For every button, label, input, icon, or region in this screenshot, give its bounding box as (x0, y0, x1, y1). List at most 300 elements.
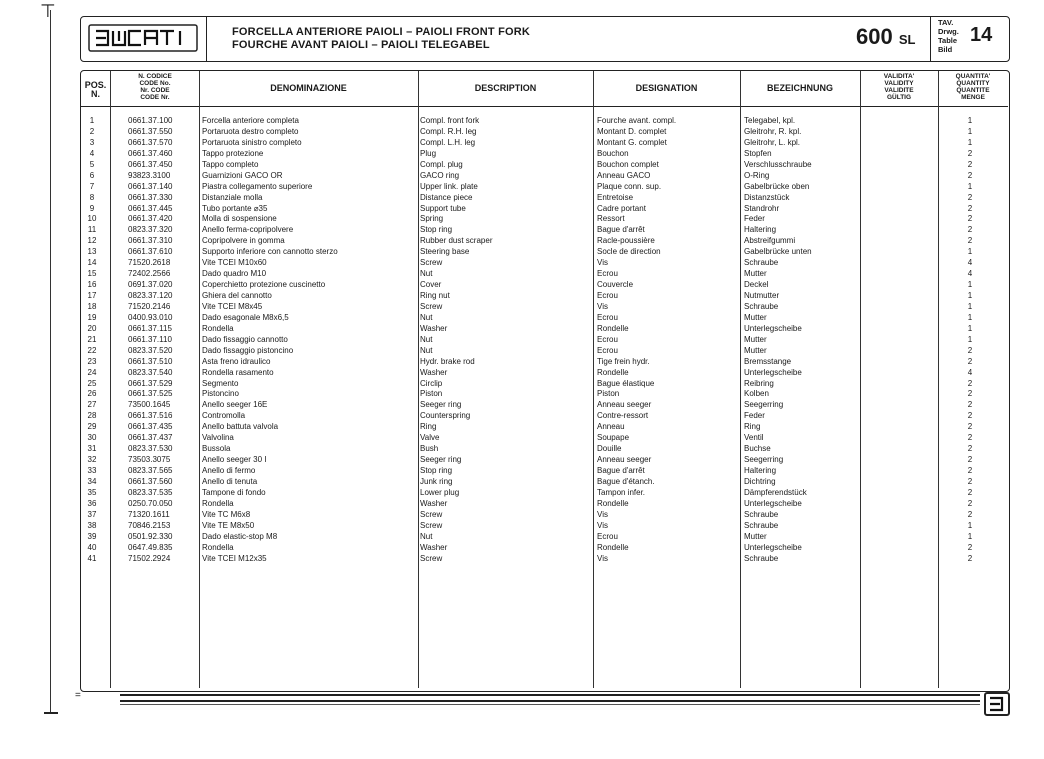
cell-code: 0250.70.050 (128, 498, 173, 508)
cell-pos: 16 (87, 280, 97, 290)
cell-qty: 2 (967, 389, 973, 399)
cell-fr: Couvercle (597, 280, 634, 290)
table-row (81, 543, 1007, 554)
cell-it: Piastra collegamento superiore (202, 181, 313, 191)
table-row (81, 324, 1007, 335)
table-row (81, 204, 1007, 215)
cell-it: Portaruota sinistro completo (202, 137, 302, 147)
cell-it: Tappo completo (202, 159, 259, 169)
col-header-quantity: QUANTITA' QUANTITY QUANTITE MENGE (955, 73, 991, 101)
cell-pos: 7 (89, 181, 95, 191)
cell-code: 0823.37.120 (128, 291, 173, 300)
table-row (81, 302, 1007, 313)
cell-de: Unterlegscheibe (744, 367, 802, 377)
cell-code: 73503.3075 (128, 455, 171, 465)
cell-it: Supporto inferiore con cannotto sterzo (202, 247, 338, 257)
cell-code: 71502.2924 (128, 553, 171, 563)
cell-it: Vite TCEI M8x45 (202, 301, 263, 311)
cell-code: 0661.37.110 (128, 334, 172, 344)
cell-fr: Plaque conn. sup. (597, 181, 662, 191)
cell-de: Deckel (744, 280, 769, 290)
cell-code: 71520.2146 (128, 301, 171, 311)
cell-code: 0823.37.565 (128, 466, 173, 475)
footer-rule (120, 700, 980, 702)
cell-pos: 28 (87, 411, 97, 421)
header-divider (206, 16, 207, 62)
cell-qty: 1 (967, 520, 973, 530)
model-label (856, 24, 915, 50)
cell-de: Gleitrohr, L. kpl. (744, 137, 801, 147)
cell-it: Dado quadro M10 (202, 269, 267, 279)
table-row (81, 171, 1007, 182)
cell-pos: 10 (87, 214, 97, 224)
cell-it: Segmento (202, 378, 239, 388)
cell-it: Rondella (202, 542, 234, 552)
cell-fr: Vis (597, 509, 608, 519)
cell-it: Anello seeger 30 I (202, 455, 267, 465)
cell-fr: Ecrou (597, 334, 618, 344)
cell-pos: 25 (87, 378, 97, 388)
cell-code: 0661.37.140 (128, 181, 173, 191)
cell-de: Schraube (744, 520, 779, 530)
margin-mark: = (75, 690, 81, 701)
cell-en: Hydr. brake rod (420, 356, 475, 366)
cell-fr: Vis (597, 520, 608, 530)
cell-de: Standrohr (744, 203, 780, 213)
table-row (81, 521, 1007, 532)
cell-qty: 2 (967, 509, 973, 519)
cell-de: Verschlusschraube (744, 159, 812, 169)
cell-en: Nut (420, 334, 433, 344)
cell-pos: 6 (89, 170, 95, 180)
cell-pos: 30 (87, 433, 97, 443)
cell-fr: Vis (597, 553, 608, 563)
cell-pos: 24 (87, 367, 97, 377)
cell-pos: 1 (89, 116, 95, 125)
cell-pos: 27 (87, 400, 97, 410)
table-row (81, 193, 1007, 204)
cell-qty: 1 (967, 312, 973, 322)
col-header-description: DESCRIPTION (474, 83, 537, 93)
title-line-2: FOURCHE AVANT PAIOLI – PAIOLI TELEGABEL (232, 39, 490, 51)
cell-fr: Fourche avant. compl. (597, 116, 677, 125)
cell-it: Vite TC M6x8 (202, 509, 251, 519)
table-row (81, 335, 1007, 346)
cell-it: Vite TCEI M12x35 (202, 553, 267, 563)
table-row (81, 466, 1007, 477)
col-header-bezeichnung: BEZEICHNUNG (766, 83, 833, 93)
cell-de: Nutmutter (744, 291, 780, 300)
table-row (81, 160, 1007, 171)
binder-foot (44, 712, 58, 714)
cell-qty: 2 (967, 400, 973, 410)
cell-de: Unterlegscheibe (744, 542, 802, 552)
cell-code: 0661.37.437 (128, 433, 173, 443)
cell-it: Distanziale molla (202, 192, 263, 202)
cell-pos: 8 (89, 192, 95, 202)
binder-marker-icon: ⊤ (40, 1, 56, 21)
cell-code: 0400.93.010 (128, 312, 173, 322)
cell-de: Ventil (744, 433, 764, 443)
cell-fr: Vis (597, 301, 608, 311)
cell-code: 0661.37.450 (128, 159, 173, 169)
cell-pos: 19 (87, 312, 97, 322)
cell-en: Nut (420, 312, 433, 322)
cell-it: Vite TE M8x50 (202, 520, 255, 530)
cell-qty: 2 (967, 498, 973, 508)
header-divider (930, 16, 931, 62)
table-row (81, 433, 1007, 444)
col-header-validity: VALIDITA' VALIDITY VALIDITE GÜLTIG (883, 73, 915, 101)
table-row (81, 499, 1007, 510)
cell-fr: Bouchon complet (597, 159, 659, 169)
parts-table-body (81, 116, 1007, 564)
cell-qty: 2 (967, 356, 973, 366)
table-row (81, 368, 1007, 379)
cell-fr: Soupape (597, 433, 630, 443)
cell-en: Washer (420, 542, 448, 552)
cell-fr: Montant D. complet (597, 126, 667, 136)
cell-code: 0691.37.020 (128, 280, 173, 290)
cell-code: 0661.37.525 (128, 389, 173, 399)
cell-it: Anello di tenuta (202, 476, 258, 486)
cell-fr: Rondelle (597, 367, 629, 377)
cell-pos: 38 (87, 520, 97, 530)
cell-qty: 2 (967, 378, 973, 388)
cell-qty: 2 (967, 236, 973, 246)
cell-de: Seegerring (744, 400, 784, 410)
col-header-pos: POS. N. (84, 80, 107, 99)
cell-qty: 1 (967, 334, 973, 344)
cell-it: Molla di sospensione (202, 214, 277, 224)
table-row (81, 346, 1007, 357)
table-row (81, 214, 1007, 225)
cell-qty: 2 (967, 476, 973, 486)
model-number: 600 (856, 24, 893, 49)
table-row (81, 554, 1007, 565)
cell-fr: Vis (597, 258, 608, 268)
cell-it: Valvolina (202, 433, 234, 443)
cell-it: Tampone di fondo (202, 487, 266, 497)
cell-qty: 2 (967, 192, 973, 202)
cell-de: Seegerring (744, 455, 784, 465)
cell-code: 0661.37.435 (128, 422, 173, 432)
cell-fr: Tampon infer. (597, 487, 646, 497)
cell-qty: 1 (967, 181, 973, 191)
cell-fr: Entretoise (597, 192, 634, 202)
cell-pos: 3 (89, 137, 95, 147)
cell-qty: 2 (967, 433, 973, 443)
cell-en: Washer (420, 498, 448, 508)
cell-pos: 5 (89, 159, 95, 169)
cell-en: Screw (420, 301, 443, 311)
table-row (81, 313, 1007, 324)
cell-qty: 2 (967, 170, 973, 180)
cell-pos: 35 (87, 487, 97, 497)
cell-fr: Contre-ressort (597, 411, 649, 421)
cell-it: Anello seeger 16E (202, 400, 268, 410)
cell-en: Rubber dust scraper (420, 236, 493, 246)
cell-en: Stop ring (420, 225, 453, 235)
cell-de: Ring (744, 422, 761, 432)
table-row (81, 510, 1007, 521)
cell-code: 0661.37.420 (128, 214, 173, 224)
cell-de: Mutter (744, 312, 767, 322)
cell-en: Nut (420, 345, 433, 355)
table-row (81, 236, 1007, 247)
cell-qty: 1 (967, 291, 973, 300)
cell-qty: 2 (967, 203, 973, 213)
cell-pos: 39 (87, 531, 97, 541)
cell-code: 0501.92.330 (128, 531, 173, 541)
table-row (81, 138, 1007, 149)
title-line-1: FORCELLA ANTERIORE PAIOLI – PAIOLI FRONT FORK (232, 26, 531, 38)
cell-en: Compl. plug (420, 159, 463, 169)
cell-en: Circlip (420, 378, 443, 388)
cell-it: Portaruota destro completo (202, 126, 299, 136)
cell-qty: 2 (967, 542, 973, 552)
cell-code: 71520.2618 (128, 258, 171, 268)
ducati-logo-text: DUCATI (143, 50, 147, 51)
cell-de: Gleitrohr, R. kpl. (744, 126, 802, 136)
cell-qty: 1 (967, 301, 973, 311)
table-row (81, 444, 1007, 455)
cell-pos: 17 (87, 291, 97, 300)
cell-qty: 2 (967, 553, 973, 563)
table-row (81, 258, 1007, 269)
cell-qty: 2 (967, 422, 973, 432)
cell-fr: Anneau seeger (597, 455, 652, 465)
cell-fr: Anneau GACO (597, 170, 651, 180)
cell-it: Guarnizioni GACO OR (202, 170, 283, 180)
cell-it: Rondella (202, 498, 234, 508)
table-row (81, 269, 1007, 280)
cell-en: Screw (420, 509, 443, 519)
cell-pos: 33 (87, 466, 97, 475)
table-row (81, 247, 1007, 258)
table-row (81, 127, 1007, 138)
cell-code: 0661.37.550 (128, 126, 173, 136)
cell-fr: Bouchon (597, 148, 629, 158)
cell-en: Nut (420, 269, 433, 279)
table-row (81, 422, 1007, 433)
cell-fr: Ecrou (597, 312, 618, 322)
cell-de: Reibring (744, 378, 774, 388)
cell-pos: 9 (89, 203, 95, 213)
cell-de: Gabelbrücke unten (744, 247, 812, 257)
cell-de: Telegabel, kpl. (744, 116, 796, 125)
cell-fr: Ecrou (597, 531, 618, 541)
cell-de: Haltering (744, 225, 777, 235)
cell-en: Nut (420, 531, 433, 541)
cell-en: Seeger ring (420, 455, 462, 465)
cell-en: Cover (420, 280, 442, 290)
cell-code: 71320.1611 (128, 509, 170, 519)
cell-de: Abstreifgummi (744, 236, 796, 246)
cell-pos: 29 (87, 422, 97, 432)
cell-de: Mutter (744, 334, 767, 344)
cell-fr: Socle de direction (597, 247, 661, 257)
table-row (81, 488, 1007, 499)
cell-de: Haltering (744, 466, 777, 475)
cell-qty: 2 (967, 159, 973, 169)
cell-en: Stop ring (420, 466, 453, 475)
cell-de: Schraube (744, 553, 779, 563)
cell-en: Upper link. plate (420, 181, 478, 191)
cell-pos: 36 (87, 498, 97, 508)
ducati-d-mark-icon (984, 692, 1010, 716)
cell-en: Steering base (420, 247, 470, 257)
cell-pos: 14 (87, 258, 97, 268)
cell-pos: 37 (87, 509, 97, 519)
cell-pos: 23 (87, 356, 97, 366)
table-row (81, 182, 1007, 193)
cell-qty: 1 (967, 116, 973, 125)
cell-qty: 1 (967, 531, 973, 541)
cell-fr: Rondelle (597, 498, 629, 508)
cell-en: Compl. front fork (420, 116, 480, 125)
cell-code: 0661.37.310 (128, 236, 173, 246)
cell-code: 0823.37.520 (128, 345, 173, 355)
cell-de: Bremsstange (744, 356, 792, 366)
cell-it: Anello battuta valvola (202, 422, 279, 432)
cell-de: Feder (744, 214, 765, 224)
cell-qty: 2 (967, 345, 973, 355)
table-row (81, 411, 1007, 422)
cell-code: 0823.37.540 (128, 367, 173, 377)
cell-it: Dado elastic-stop M8 (202, 531, 278, 541)
table-row (81, 149, 1007, 160)
cell-code: 0823.37.530 (128, 444, 173, 454)
cell-en: Screw (420, 520, 443, 530)
cell-de: Schraube (744, 509, 779, 519)
cell-fr: Bague d'arrêt (597, 466, 645, 475)
cell-pos: 31 (87, 444, 97, 454)
cell-it: Anello di fermo (202, 466, 256, 475)
cell-pos: 20 (87, 323, 97, 333)
cell-pos: 11 (87, 225, 97, 235)
cell-fr: Ecrou (597, 291, 618, 300)
cell-qty: 2 (967, 214, 973, 224)
cell-pos: 13 (87, 247, 97, 257)
cell-pos: 40 (87, 542, 97, 552)
cell-it: Pistoncino (202, 389, 239, 399)
cell-code: 0661.37.610 (128, 247, 173, 257)
cell-en: Plug (420, 148, 437, 158)
cell-fr: Tige frein hydr. (597, 356, 650, 366)
model-suffix: SL (898, 32, 916, 47)
cell-de: Stopfen (744, 148, 772, 158)
cell-en: Washer (420, 323, 448, 333)
col-header-code: N. CODICE CODE No. Nr. CODE CODE Nr. (138, 73, 172, 101)
binding-line (50, 10, 51, 712)
cell-pos: 2 (89, 126, 95, 136)
cell-qty: 1 (967, 247, 973, 257)
table-row (81, 477, 1007, 488)
cell-it: Rondella (202, 323, 234, 333)
cell-pos: 12 (87, 236, 97, 246)
cell-fr: Piston (597, 389, 620, 399)
cell-de: Kolben (744, 389, 769, 399)
table-row (81, 379, 1007, 390)
cell-it: Dado esagonale M8x6,5 (202, 312, 289, 322)
table-row (81, 532, 1007, 543)
cell-it: Coperchietto protezione cuscinetto (202, 280, 326, 290)
col-header-denominazione: DENOMINAZIONE (270, 83, 347, 93)
bild-label: Bild (938, 45, 953, 54)
cell-code: 0661.37.460 (128, 148, 173, 158)
cell-qty: 1 (967, 323, 973, 333)
cell-en: Spring (420, 214, 444, 224)
cell-it: Asta freno idraulico (202, 356, 271, 366)
cell-code: 0823.37.320 (128, 225, 173, 235)
cell-en: Support tube (420, 203, 466, 213)
cell-it: Dado fissaggio cannotto (202, 334, 288, 344)
cell-it: Copripolvere in gomma (202, 236, 285, 246)
cell-code: 72402.2566 (128, 269, 171, 279)
table-row (81, 225, 1007, 236)
cell-de: Unterlegscheibe (744, 498, 802, 508)
cell-pos: 18 (87, 301, 97, 311)
cell-pos: 34 (87, 476, 97, 486)
cell-en: Seeger ring (420, 400, 462, 410)
cell-qty: 4 (967, 367, 973, 377)
cell-code: 93823.3100 (128, 170, 171, 180)
cell-it: Tubo portante ⌀35 (202, 203, 268, 213)
cell-fr: Montant G. complet (597, 137, 667, 147)
cell-it: Contromolla (202, 411, 246, 421)
cell-de: Schraube (744, 301, 779, 311)
cell-de: Dämpferendstück (744, 487, 807, 497)
cell-fr: Racle-poussière (597, 236, 655, 246)
cell-de: Unterlegscheibe (744, 323, 802, 333)
cell-de: Distanzstück (744, 192, 790, 202)
cell-fr: Bague d'arrêt (597, 225, 645, 235)
cell-code: 0661.37.529 (128, 378, 173, 388)
table-row (81, 116, 1007, 127)
cell-de: Schraube (744, 258, 779, 268)
cell-fr: Ressort (597, 214, 625, 224)
cell-it: Dado fissaggio pistoncino (202, 345, 294, 355)
cell-fr: Ecrou (597, 269, 618, 279)
footer-rule (120, 694, 980, 696)
cell-code: 0661.37.560 (128, 476, 173, 486)
cell-it: Bussola (202, 444, 231, 454)
cell-en: Junk ring (420, 476, 453, 486)
cell-de: Buchse (744, 444, 771, 454)
cell-qty: 1 (967, 126, 973, 136)
cell-pos: 21 (87, 334, 97, 344)
cell-en: Counterspring (420, 411, 471, 421)
table-row (81, 455, 1007, 466)
cell-code: 0823.37.535 (128, 487, 173, 497)
cell-fr: Rondelle (597, 542, 629, 552)
cell-it: Ghiera del cannotto (202, 291, 272, 300)
cell-pos: 15 (87, 269, 97, 279)
cell-qty: 4 (967, 269, 973, 279)
cell-qty: 2 (967, 455, 973, 465)
cell-code: 0661.37.445 (128, 203, 173, 213)
cell-code: 0661.37.115 (128, 323, 172, 333)
cell-code: 0661.37.510 (128, 356, 173, 366)
cell-pos: 22 (87, 345, 97, 355)
cell-en: Compl. L.H. leg (420, 137, 476, 147)
cell-qty: 2 (967, 225, 973, 235)
table-row (81, 400, 1007, 411)
cell-en: GACO ring (420, 170, 460, 180)
cell-de: O-Ring (744, 170, 770, 180)
cell-de: Gabelbrücke oben (744, 181, 810, 191)
